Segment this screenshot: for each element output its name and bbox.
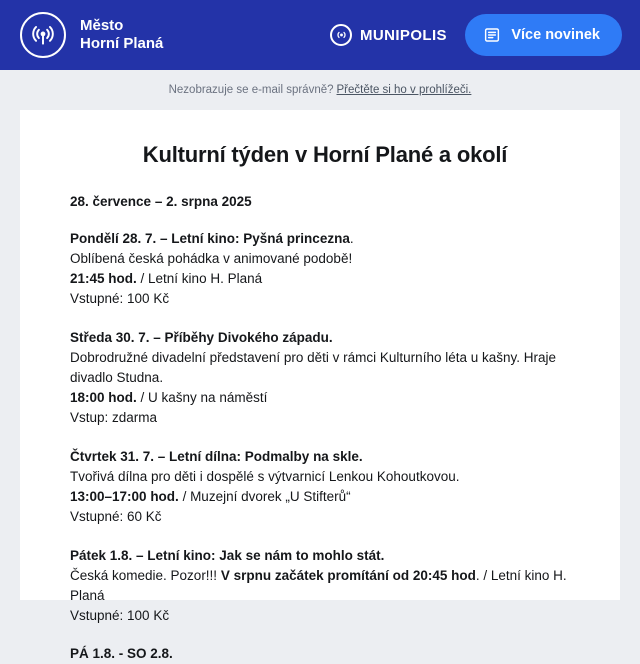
- event-time: 21:45 hod.: [70, 270, 137, 286]
- munipolis-mark-icon: [330, 24, 352, 46]
- event-title: [70, 546, 580, 566]
- event-title-tail: .: [349, 231, 354, 246]
- date-range: 28. července – 2. srpna 2025: [70, 194, 252, 209]
- event-description-post: . / Letní kino H. Planá: [70, 567, 567, 603]
- munipolis-label: MUNIPOLIS: [360, 26, 447, 44]
- event-location: / U kašny na náměstí: [136, 389, 268, 405]
- event-title: [70, 644, 580, 664]
- event-description: Dobrodružné divadelní představení pro děti v rámci Kulturního léta u kašny. Hraje divadlo Studna.: [70, 349, 557, 385]
- event-description: [70, 566, 580, 606]
- event-item: [70, 447, 580, 527]
- event-time-line: [70, 269, 580, 289]
- event-description-pre: Česká komedie. Pozor!!!: [70, 567, 221, 583]
- event-title-bold: Pátek 1.8. – Letní kino: Jak se nám to mohlo stát.: [70, 547, 385, 563]
- munipolis-logo[interactable]: [330, 24, 447, 46]
- event-time-line: [70, 487, 580, 507]
- event-item: [70, 328, 580, 428]
- event-price: Vstupné: 100 Kč: [70, 607, 170, 623]
- event-price: Vstup: zdarma: [70, 409, 158, 425]
- event-item: [70, 644, 580, 664]
- event-description-emphasis: V srpnu začátek promítání od 20:45 hod: [220, 567, 476, 583]
- brand-line-1: Město: [80, 16, 124, 34]
- event-item: [70, 546, 580, 626]
- more-news-label: Více novinek: [511, 27, 600, 43]
- event-description: Tvořivá dílna pro děti i dospělé s výtvarnicí Lenkou Kohoutkovou.: [70, 468, 460, 484]
- brand-line-2: Horní Planá: [80, 35, 164, 52]
- event-item: [70, 229, 580, 309]
- event-time-line: [70, 388, 580, 408]
- more-news-button[interactable]: [465, 14, 622, 56]
- event-price: Vstupné: 100 Kč: [70, 290, 170, 306]
- preheader-text: Nezobrazuje se e-mail správně?: [168, 84, 334, 96]
- event-description: Oblíbená česká pohádka v animované podobě!: [70, 250, 353, 266]
- event-location: / Letní kino H. Planá: [136, 270, 263, 286]
- event-title: [70, 328, 580, 348]
- event-location: / Muzejní dvorek „U Stifterů“: [178, 488, 351, 504]
- newspaper-icon: [483, 26, 501, 44]
- view-in-browser-link[interactable]: Přečtěte si ho v prohlížeči.: [336, 84, 472, 96]
- event-title-bold: Pondělí 28. 7. – Letní kino: Pyšná princezna: [70, 231, 350, 246]
- event-title: [70, 447, 580, 467]
- broadcast-tower-icon: [20, 12, 66, 58]
- brand-text: [80, 17, 163, 54]
- event-price: Vstupné: 60 Kč: [70, 508, 162, 524]
- preheader-notice: [0, 70, 640, 110]
- event-title-bold: Středa 30. 7. – Příběhy Divokého západu.: [70, 329, 333, 345]
- brand[interactable]: [20, 12, 163, 58]
- event-time: 18:00 hod.: [70, 389, 137, 405]
- event-time: 13:00–17:00 hod.: [70, 488, 179, 504]
- event-title-bold: PÁ 1.8. - SO 2.8.: [70, 646, 173, 662]
- event-title-bold: Čtvrtek 31. 7. – Letní dílna: Podmalby na skle.: [70, 448, 363, 464]
- event-title: [70, 229, 580, 249]
- site-header: [0, 0, 640, 70]
- newsletter-body: [20, 110, 620, 662]
- page-title: Kulturní týden v Horní Plané a okolí: [142, 142, 508, 167]
